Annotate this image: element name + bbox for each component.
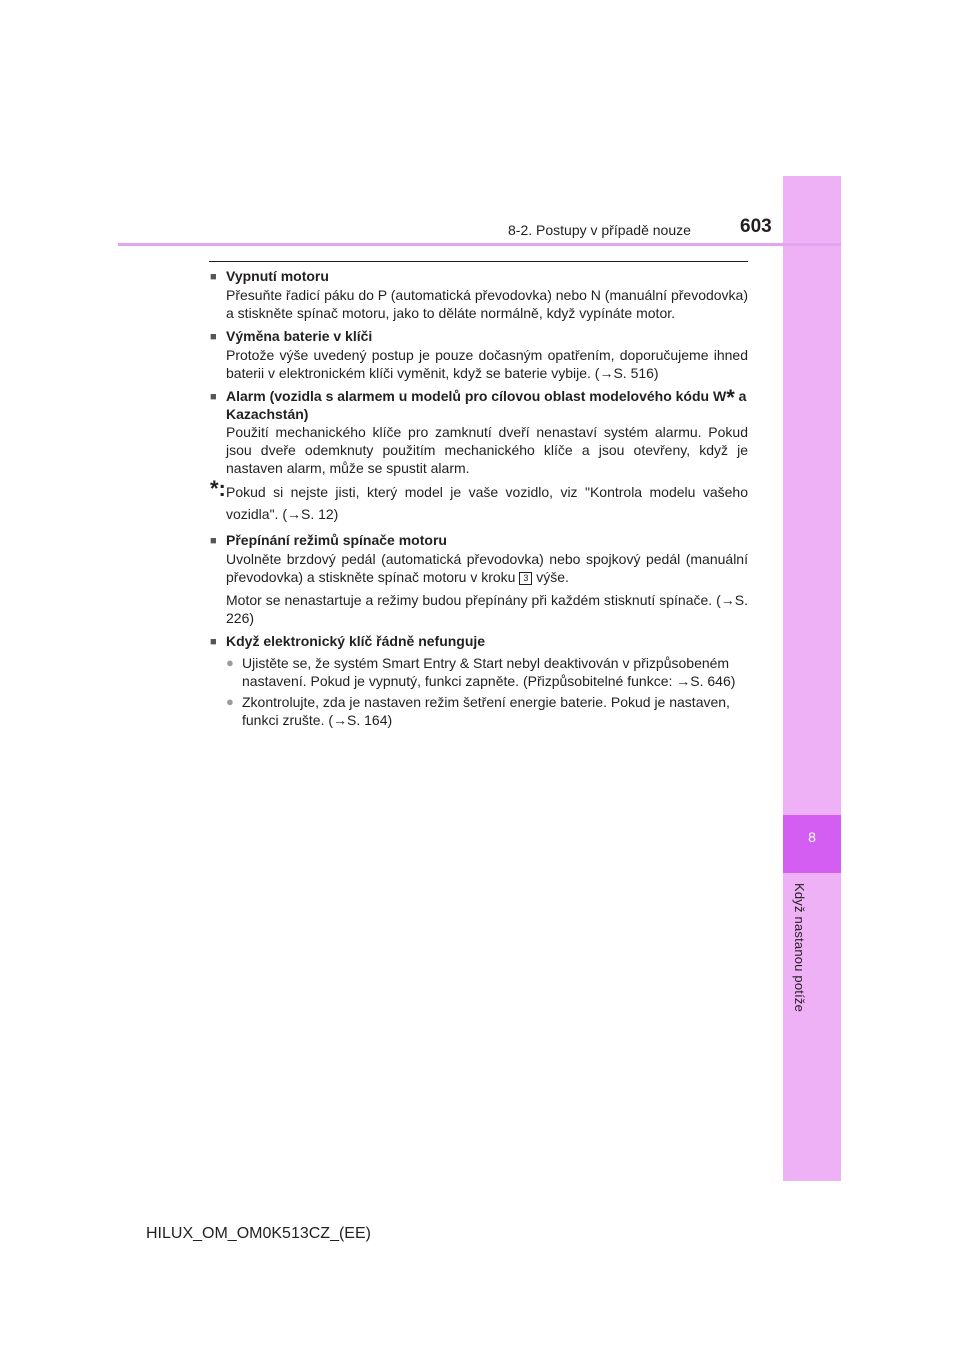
header-line [118,243,841,246]
circle-bullet-icon: ● [226,655,234,670]
item-body: Přesuňte řadicí páku do P (automatická převodovka) nebo N (manuální převodovka) a stiskněte spínač motoru, jako to děláte normálně, když vypínáte motor. [226,287,748,321]
item-title: Když elektronický klíč řádně nefunguje [226,633,486,649]
square-bullet-icon: ■ [210,331,217,343]
document-code: HILUX_OM_OM0K513CZ_(EE) [146,1225,371,1242]
item-engine-off [210,267,748,322]
chapter-number: 8 [808,829,816,845]
item-title: Výměna baterie v klíči [226,328,373,344]
square-bullet-icon: ■ [210,391,217,403]
item-key-malfunction [210,632,748,729]
page-number: 603 [740,216,772,237]
top-rule [209,261,748,262]
footnote [210,476,748,525]
footnote-text: Pokud si nejste jisti, který model je vaše vozidlo, viz "Kontrola modelu vašeho vozidla". (→S. 12) [226,484,748,522]
item-title: Přepínání režimů spínače motoru [226,532,447,548]
chapter-side-tab [783,176,841,1181]
list-item: ● Zkontrolujte, zda je nastaven režim šetření energie baterie. Pokud je nastaven, funkci zrušte. (→S. 164) [226,694,730,728]
item-key-battery [210,327,748,382]
list-item: ● Ujistěte se, že systém Smart Entry & Start nebyl deaktivován v přizpůsobeném nastavení. Pokud je vypnutý, funkci zapněte. (Přizpůsobitelné funkce: →S. 646) [226,655,736,689]
footnote-mark: *: [210,476,226,501]
item-body: Uvolněte brzdový pedál (automatická převodovka) nebo spojkový pedál (manuální převodovka) a stiskněte spínač motoru v kroku 3 výše. [226,551,748,585]
circle-bullet-icon: ● [226,694,234,709]
item-mode-switch [210,531,748,627]
section-title: 8-2. Postupy v případě nouze [508,222,691,238]
square-bullet-icon: ■ [210,535,217,547]
page-content [210,267,748,734]
square-bullet-icon: ■ [210,271,217,283]
square-bullet-icon: ■ [210,636,217,648]
item-alarm [210,387,748,525]
asterisk-mark: * [726,385,735,410]
chapter-label: Když nastanou potíže [792,883,807,1013]
item-title: Vypnutí motoru [226,268,329,284]
item-title: Alarm (vozidla s alarmem u modelů pro cílovou oblast modelového kódu W* a Kazachstán) [226,385,747,422]
item-body-2: Motor se nenastartuje a režimy budou přepínány při každém stisknutí spínače. (→S. 226) [226,592,748,626]
item-body: Protože výše uvedený postup je pouze dočasným opatřením, doporučujeme ihned baterii v elektronickém klíči vyměnit, když se baterie vybije. (→S. 516) [226,347,748,381]
step-number-box: 3 [519,572,532,585]
item-body: Použití mechanického klíče pro zamknutí dveří nenastaví systém alarmu. Pokud jsou dveře odemknuty použitím mechanického klíče a jsou otevřeny, když je nastaven alarm, může se spustit alarm. [226,424,748,476]
